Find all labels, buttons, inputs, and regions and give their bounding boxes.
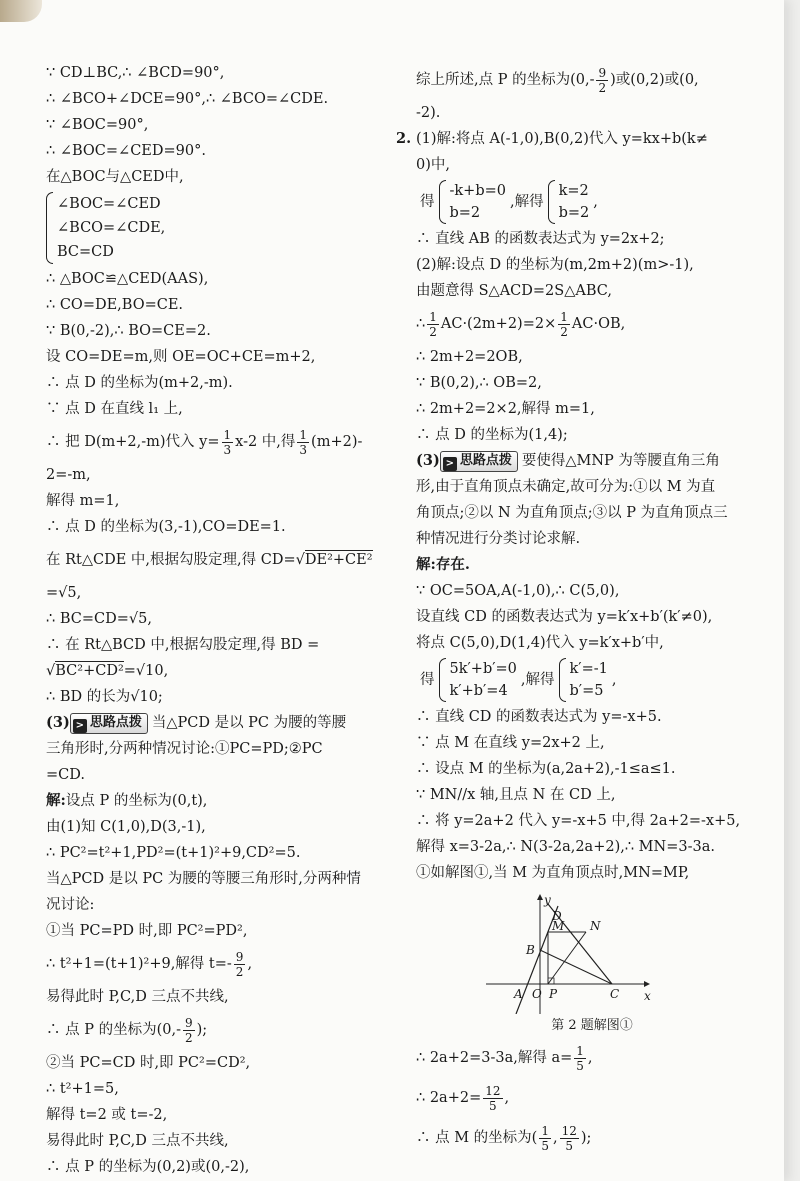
sqrt-radicand: DE²+CE² [304, 552, 373, 568]
text-line: 种情况进行分类讨论求解. [416, 531, 581, 547]
text-fragment: ∴ [416, 316, 426, 332]
label-o: O [532, 987, 542, 1001]
text-fragment: , [504, 1090, 510, 1106]
text-line [416, 1118, 768, 1158]
text-fragment: ∴ 点 M 的坐标为( [416, 1130, 538, 1146]
text-line: 当△PCD 是以 PC 为腰的等腰三角形时,分两种情 [46, 871, 361, 887]
text-line [46, 710, 382, 736]
text-fragment: , [593, 194, 598, 210]
fraction-denominator: 5 [565, 1138, 574, 1153]
text-line: ∴ 设点 M 的坐标为(a,2a+2),-1≤a≤1. [416, 761, 676, 777]
fraction-denominator: 2 [429, 324, 437, 339]
fraction-denominator: 5 [576, 1058, 584, 1073]
label-y: y [544, 893, 551, 907]
chevron-right-icon: > [73, 719, 87, 733]
fraction-denominator: 3 [223, 442, 232, 457]
brace [559, 658, 566, 702]
text-line: ∵ 点 D 在直线 l₁ 上, [46, 401, 183, 417]
text-line: 由(1)知 C(1,0),D(3,-1), [46, 819, 206, 835]
text-line: 易得此时 P,C,D 三点不共线, [46, 989, 229, 1005]
text-line: ∵ CD⊥BC,∴ ∠BCD=90°, [46, 65, 225, 81]
fraction-numerator: 9 [184, 1015, 193, 1030]
text-line: ∴ 在 Rt△BCD 中,根据勾股定理,得 BD = [46, 637, 320, 653]
left-column [46, 60, 382, 1180]
brace [439, 180, 446, 224]
fraction [560, 1124, 579, 1153]
text-line: ∵ B(0,-2),∴ BO=CE=2. [46, 323, 211, 339]
text-line: ∴ CO=DE,BO=CE. [46, 297, 184, 313]
fraction-denominator: 2 [184, 1030, 193, 1045]
text-line: ∵ 点 M 在直线 y=2x+2 上, [416, 735, 605, 751]
geometry-figure [486, 892, 656, 1014]
sqrt-radicand: BC²+CD² [55, 663, 124, 679]
text-line: ∴ 2m+2=2OB, [416, 349, 523, 365]
segment-bc [540, 950, 612, 984]
text-fragment: ,解得 [510, 194, 544, 210]
fraction [297, 428, 309, 457]
text-line: ∵ B(0,2),∴ OB=2, [416, 375, 542, 391]
text-line [416, 1038, 768, 1078]
fraction [427, 310, 439, 339]
fraction [183, 1016, 195, 1045]
text-line: ∴ ∠BOC=∠CED=90°. [46, 143, 206, 159]
label-b: B [526, 943, 535, 957]
hint-badge-label: 思路点拨 [89, 715, 142, 730]
text-line: 在△BOC与△CED中, [46, 169, 184, 185]
hint-badge [440, 451, 518, 472]
text-fragment: 设点 P 的坐标为(0,t), [65, 793, 208, 809]
equation-system [416, 658, 768, 702]
text-line: 由题意得 S△ACD=2S△ABC, [416, 283, 612, 299]
text-fragment: 得 [420, 194, 435, 210]
system-row: k′=-1 [569, 661, 608, 677]
x-axis-arrow-icon [644, 981, 650, 987]
text-line: -2). [416, 105, 441, 121]
text-line: 况讨论: [46, 897, 95, 913]
system-row: ∠BCO=∠CDE, [57, 220, 166, 236]
figure-caption: 第 2 题解图① [551, 1018, 633, 1033]
fraction-denominator: 5 [489, 1098, 497, 1113]
text-line: ②当 PC=CD 时,即 PC²=CD², [46, 1055, 251, 1071]
fraction-denominator: 3 [299, 442, 308, 457]
right-column [396, 60, 768, 1158]
text-line: ∴ t²+1=5, [46, 1081, 119, 1097]
equation-system [416, 180, 768, 224]
fraction-denominator: 5 [541, 1138, 549, 1153]
text-fragment: (1)解:将点 A(-1,0),B(0,2)代入 y=kx+b(k≠ [416, 131, 708, 147]
system-row: k′+b′=4 [449, 683, 508, 699]
text-fragment: AC·OB, [571, 316, 626, 332]
hint-badge-label: 思路点拨 [459, 453, 512, 468]
fraction [596, 66, 608, 95]
text-line: 解:存在. [416, 556, 470, 573]
text-line: ∴ 直线 AB 的函数表达式为 y=2x+2; [416, 231, 665, 247]
text-line: ∴ ∠BCO+∠DCE=90°,∴ ∠BCO=∠CDE. [46, 91, 329, 107]
text-line [416, 1078, 768, 1118]
text-fragment: ∴ 2a+2= [416, 1090, 482, 1106]
text-line: √BC²+CD²=√10, [46, 663, 169, 679]
text-line: 将点 C(5,0),D(1,4)代入 y=k′x+b′中, [416, 635, 664, 651]
text-line: =√5, [46, 585, 82, 601]
text-line: ∴ 点 D 的坐标为(3,-1),CO=DE=1. [46, 519, 286, 535]
fraction-denominator: 2 [235, 964, 244, 979]
text-line: 三角形时,分两种情况讨论:①PC=PD;②PC [46, 741, 323, 757]
text-line: 设 CO=DE=m,则 OE=OC+CE=m+2, [46, 349, 316, 365]
fraction-numerator: 12 [561, 1123, 577, 1138]
system-row: b=2 [558, 205, 590, 221]
text-line: ∴ BD 的长为√10; [46, 689, 163, 705]
equation-system [46, 192, 382, 264]
text-line [46, 1010, 382, 1050]
fraction-numerator: 1 [223, 427, 232, 442]
text-fragment: AC·(2m+2)=2× [440, 316, 557, 332]
text-line: 在 Rt△CDE 中,根据勾股定理,得 CD=√DE²+CE² [46, 552, 373, 568]
text-line [416, 304, 768, 344]
label-m: M [552, 919, 565, 933]
text-fragment: 在 Rt△CDE 中,根据勾股定理,得 CD= [46, 552, 296, 568]
fraction-numerator: 1 [541, 1123, 549, 1138]
text-fragment: 得 [420, 672, 435, 688]
text-fragment: ,解得 [520, 672, 555, 688]
text-line [416, 60, 768, 100]
fraction-numerator: 9 [598, 65, 607, 80]
fraction-numerator: 9 [235, 949, 244, 964]
fraction-numerator: 1 [429, 309, 437, 324]
text-fragment: 当△PCD 是以 PC 为腰的等腰 [151, 715, 347, 731]
text-line: ∴ 点 D 的坐标为(m+2,-m). [46, 375, 233, 391]
text-line: ∵ MN//x 轴,且点 N 在 CD 上, [416, 787, 616, 803]
text-fragment: 综上所述,点 P 的坐标为(0,- [416, 72, 595, 88]
text-line: (2)解:设点 D 的坐标为(m,2m+2)(m>-1), [416, 257, 694, 273]
system-row: b′=5 [569, 683, 604, 699]
text-fragment: ∴ 2a+2=3-3a,解得 a= [416, 1050, 573, 1066]
fraction-denominator: 2 [560, 324, 568, 339]
label-p: P [549, 987, 558, 1001]
label-c: C [610, 987, 620, 1001]
fraction-numerator: 12 [485, 1083, 501, 1098]
system-row: 5k′+b′=0 [449, 661, 517, 677]
text-line: 角顶点;②以 N 为直角顶点;③以 P 为直角顶点三 [416, 505, 728, 521]
part-label: (3) [46, 714, 70, 731]
system-row: BC=CD [57, 244, 114, 260]
solution-label: 解: [46, 792, 66, 809]
text-fragment: , [247, 956, 253, 972]
text-fragment: ); [580, 1130, 592, 1146]
page-corner-decoration [0, 0, 42, 22]
brace [548, 180, 555, 224]
brace [46, 192, 53, 264]
text-line: 设直线 CD 的函数表达式为 y=k′x+b′(k′≠0), [416, 609, 713, 625]
fraction-numerator: 1 [560, 309, 568, 324]
label-x: x [644, 989, 651, 1003]
text-line: ∴ PC²=t²+1,PD²=(t+1)²+9,CD²=5. [46, 845, 301, 861]
text-fragment: , [611, 672, 617, 688]
text-fragment: ∴ t²+1=(t+1)²+9,解得 t=- [46, 956, 232, 972]
text-line: =CD. [46, 767, 85, 783]
text-line: 解得 m=1, [46, 493, 120, 509]
fraction [483, 1084, 502, 1113]
fraction [539, 1124, 551, 1153]
text-fragment: ∴ 把 D(m+2,-m)代入 y= [46, 434, 220, 450]
fraction-numerator: 1 [576, 1043, 584, 1058]
label-n: N [590, 919, 601, 933]
text-line: ①当 PC=PD 时,即 PC²=PD², [46, 923, 248, 939]
text-fragment: =√10, [123, 663, 169, 679]
text-line: 形,由于直角顶点未确定,故可分为:①以 M 为直 [416, 479, 716, 495]
text-fragment: (m+2)- [311, 434, 363, 450]
system-row: -k+b=0 [449, 183, 506, 199]
text-line: 2=-m, [46, 467, 91, 483]
text-line: ∴ 直线 CD 的函数表达式为 y=-x+5. [416, 709, 662, 725]
hint-badge [70, 713, 148, 734]
text-line: ∴ 将 y=2a+2 代入 y=-x+5 中,得 2a+2=-x+5, [416, 813, 741, 829]
text-fragment: x-2 中,得 [235, 434, 296, 450]
text-fragment: )或(0,2)或(0, [610, 72, 699, 88]
text-line: ∴ BC=CD=√5, [46, 611, 152, 627]
text-line: ∵ ∠BOC=90°, [46, 117, 149, 133]
text-fragment: 要使得△MNP 为等腰直角三角 [521, 453, 720, 469]
text-line [46, 788, 382, 814]
text-fragment: , [587, 1050, 593, 1066]
text-line: ①如解图①,当 M 为直角顶点时,MN=MP, [416, 865, 690, 881]
fraction [234, 950, 246, 979]
fraction-denominator: 2 [598, 80, 607, 95]
text-line: ∴ 2m+2=2×2,解得 m=1, [416, 401, 595, 417]
text-fragment: , [552, 1130, 558, 1146]
brace [439, 658, 446, 702]
text-line: 解得 t=2 或 t=-2, [46, 1107, 168, 1123]
system-row: ∠BOC=∠CED [57, 196, 161, 212]
text-line: 0)中, [416, 157, 450, 173]
system-row: k=2 [558, 183, 589, 199]
fraction-numerator: 1 [299, 427, 308, 442]
segment-pn [548, 932, 586, 984]
text-line [46, 422, 382, 462]
part-label: (3) [416, 452, 440, 469]
text-fragment: ∴ 点 P 的坐标为(0,- [46, 1022, 181, 1038]
text-line [46, 944, 382, 984]
text-line: ∴ 点 D 的坐标为(1,4); [416, 427, 568, 443]
text-line: ∴ 点 P 的坐标为(0,2)或(0,-2), [46, 1159, 250, 1175]
fraction [574, 1044, 586, 1073]
text-line: 解得 x=3-2a,∴ N(3-2a,2a+2),∴ MN=3-3a. [416, 839, 715, 855]
text-line: ∵ OC=5OA,A(-1,0),∴ C(5,0), [416, 583, 620, 599]
text-fragment: ); [196, 1022, 208, 1038]
text-line: ∴ △BOC≌△CED(AAS), [46, 271, 209, 287]
chevron-right-icon: > [443, 457, 457, 471]
y-axis-arrow-icon [537, 894, 543, 900]
fraction [558, 310, 570, 339]
text-line [416, 448, 768, 474]
question-number: 2. [396, 130, 412, 147]
text-line [396, 126, 768, 152]
label-a: A [514, 987, 523, 1001]
fraction [222, 428, 234, 457]
text-line: 易得此时 P,C,D 三点不共线, [46, 1133, 229, 1149]
system-row: b=2 [449, 205, 481, 221]
label-d: D [552, 909, 562, 923]
